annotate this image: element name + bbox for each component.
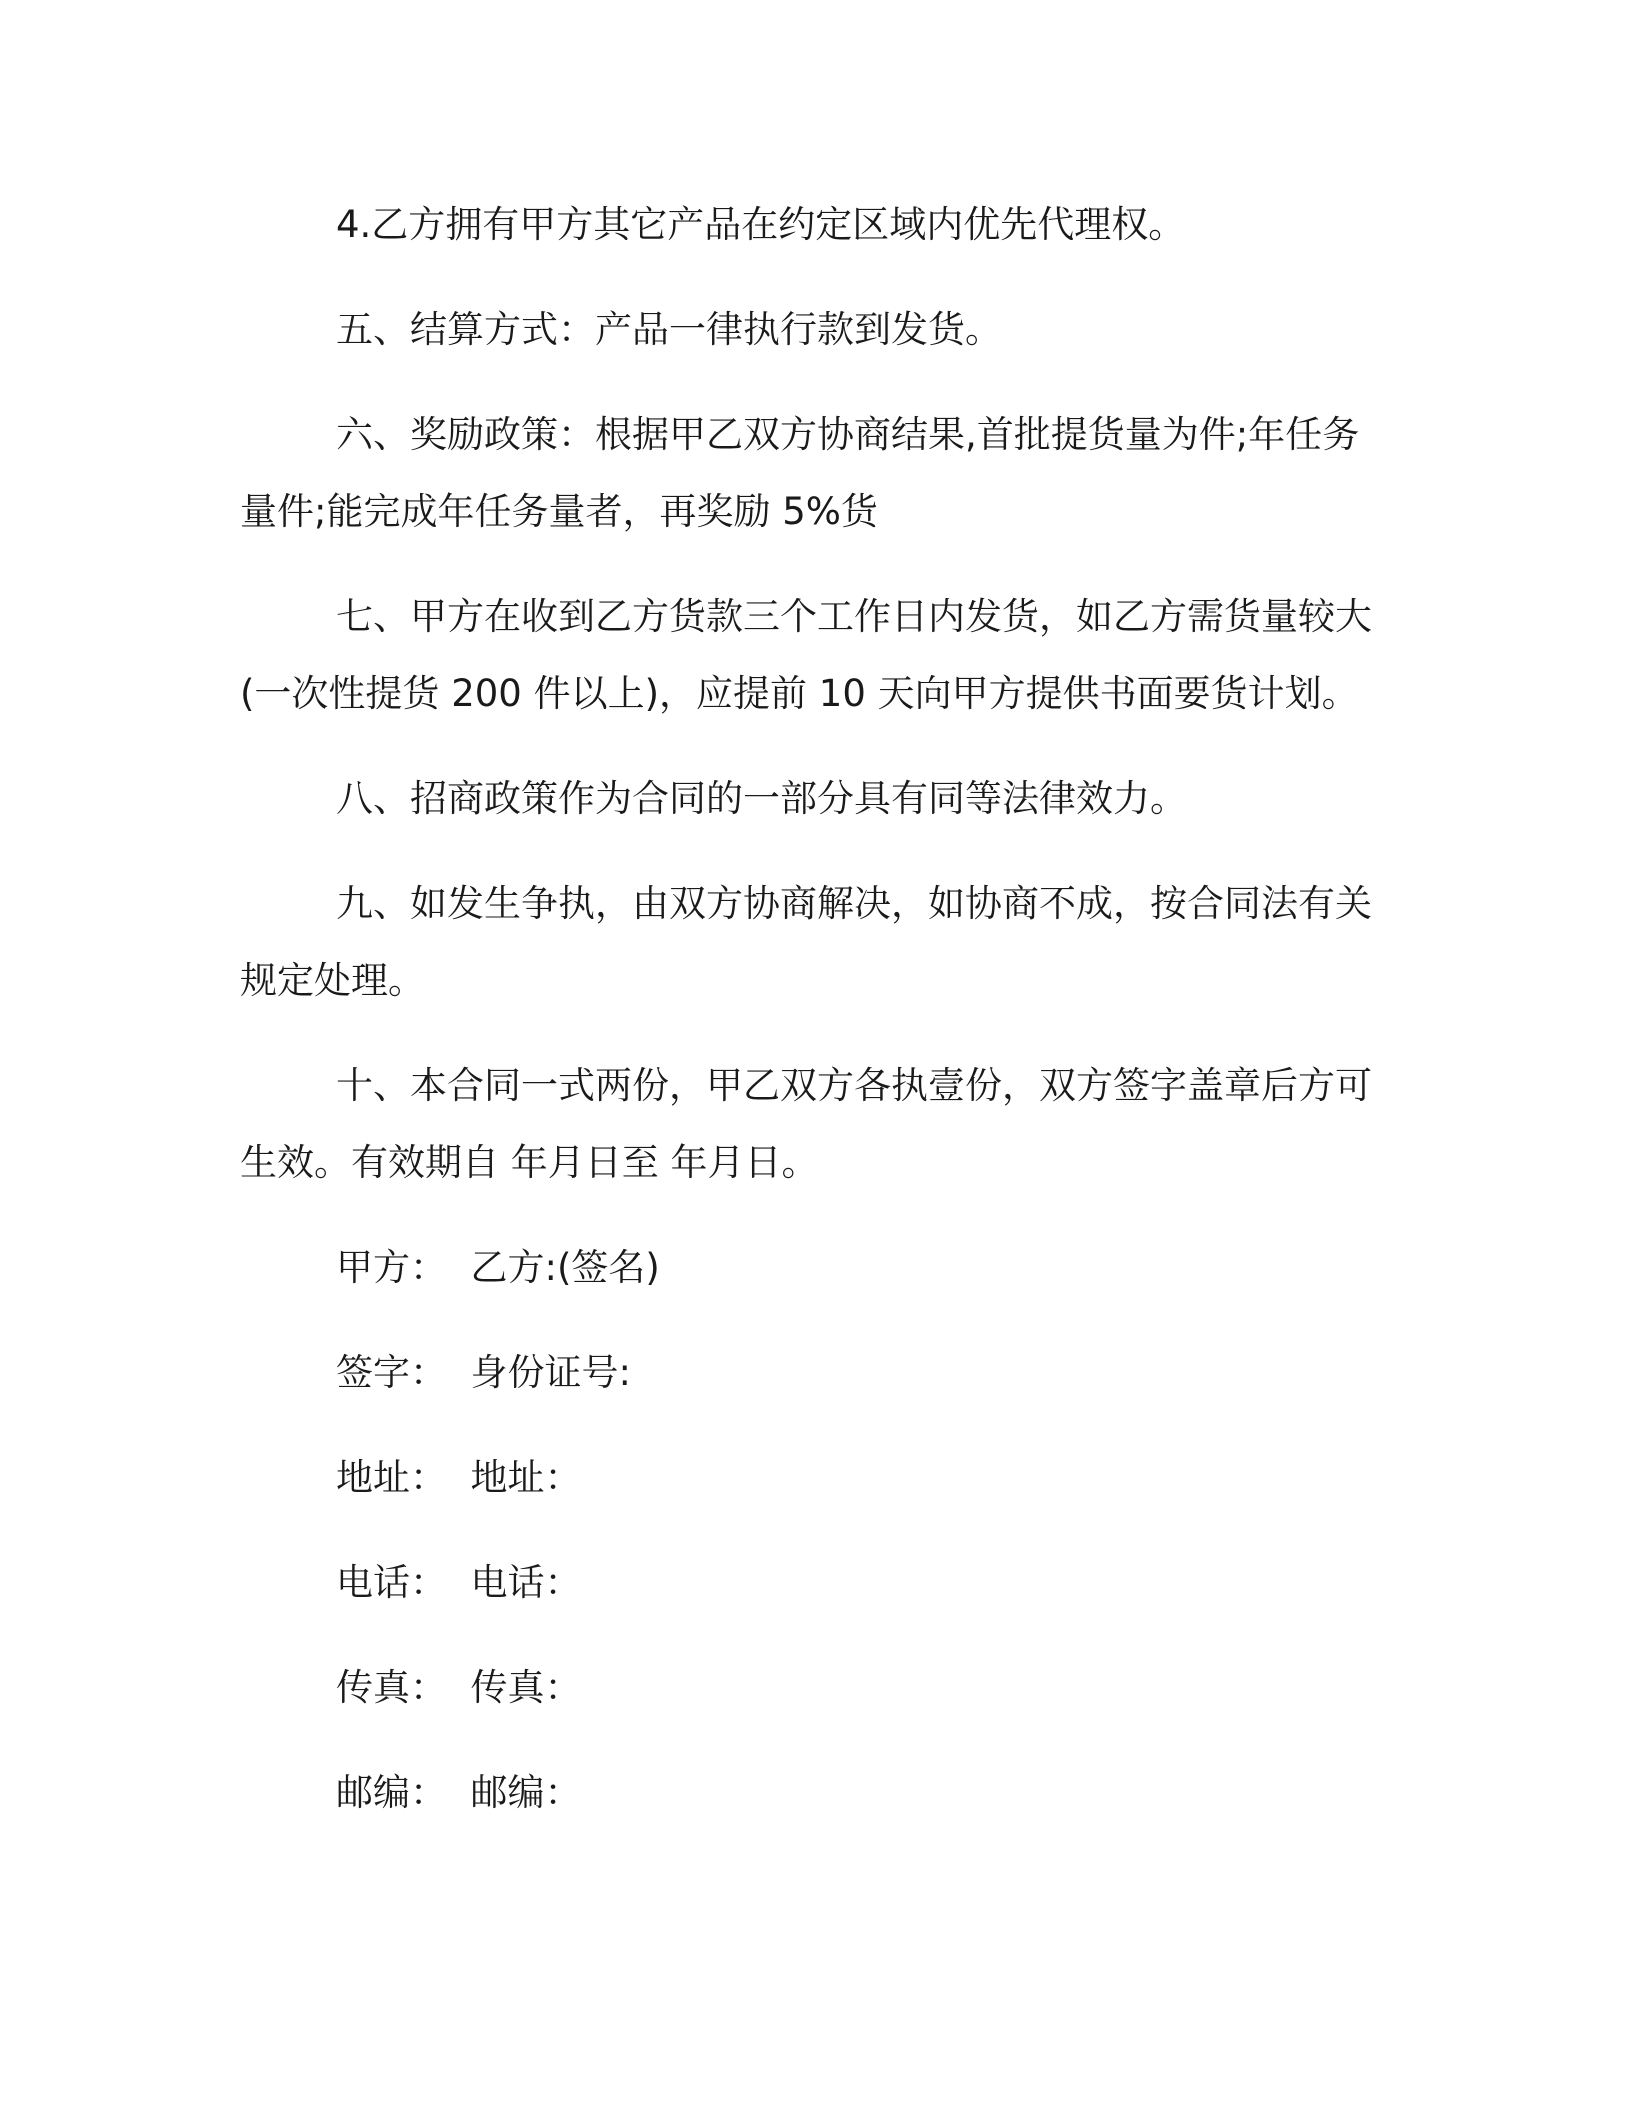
document-body [240,186,1390,1859]
signature-line-fax: 传真： 传真： [336,1666,582,1709]
dispute-clause-paragraph: 九、如发生争执，由双方协商解决，如协商不成，按合同法有关规定处理。 [240,882,1372,1002]
validity-clause-paragraph: 十、本合同一式两份，甲乙双方各执壹份，双方签字盖章后方可生效。有效期自 年月日至 年月日。 [240,1064,1372,1184]
reward-policy-paragraph: 六、奖励政策：根据甲乙双方协商结果,首批提货量为件;年任务量件;能完成年任务量者，再奖励 5%货 [240,413,1360,533]
investment-policy-paragraph: 八、招商政策作为合同的一部分具有同等法律效力。 [336,777,1187,820]
delivery-clause-paragraph: 七、甲方在收到乙方货款三个工作日内发货，如乙方需货量较大(一次性提货 200 件以上)，应提前 10 天向甲方提供书面要货计划。 [240,595,1372,715]
signature-line-party: 甲方： 乙方:(签名) [336,1246,660,1289]
clause-4-paragraph: 4.乙方拥有甲方其它产品在约定区域内优先代理权。 [336,203,1186,246]
signature-line-address: 地址： 地址： [336,1456,582,1499]
signature-line-postcode: 邮编： 邮编： [336,1771,582,1814]
signature-line-sign-id: 签字： 身份证号: [336,1351,631,1394]
signature-line-phone: 电话： 电话： [336,1561,582,1604]
settlement-clause-paragraph: 五、结算方式：产品一律执行款到发货。 [336,308,1002,351]
